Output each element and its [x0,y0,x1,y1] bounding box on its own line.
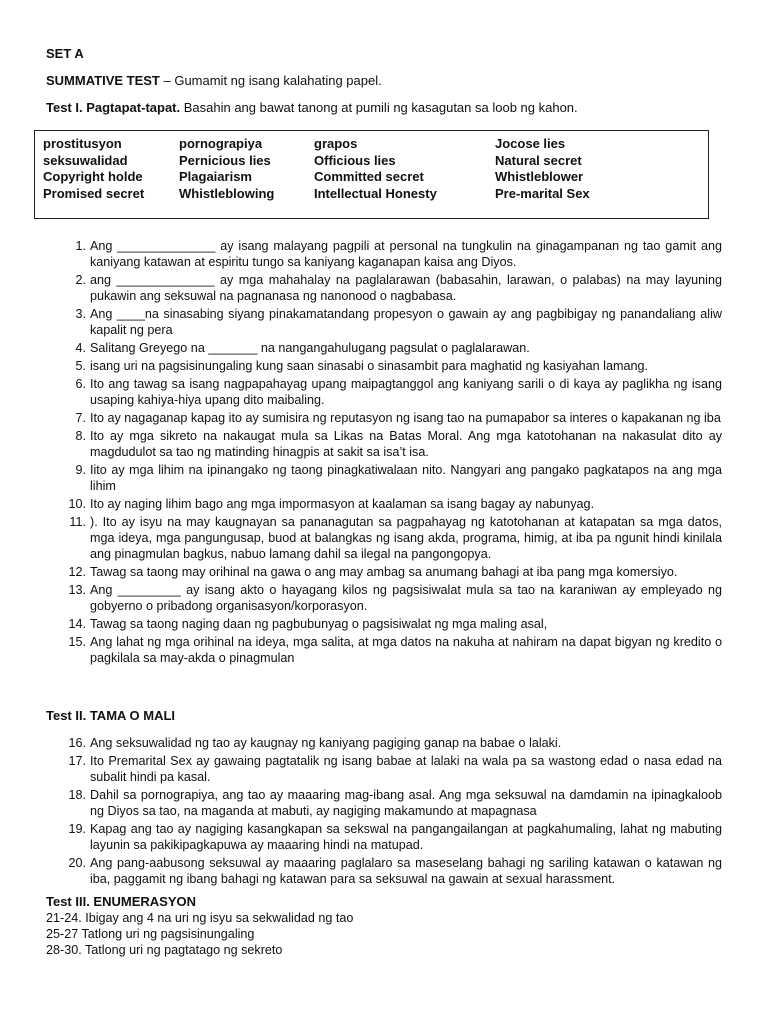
enumeration-item: 21-24. Ibigay ang 4 na uri ng isyu sa sekwalidad ng tao [46,911,354,925]
enumeration-list [46,910,353,958]
question-text: Ito ang tawag sa isang nagpapahayag upang maipagtanggol ang kaniyang sarili o di kaya ay paglikha ng isang usaping kahiya-hiya upang dito maibaling. [90,377,722,407]
test2-question-list [62,735,722,889]
enumeration-item: 28-30. Tatlong uri ng pagtatago ng sekreto [46,943,283,957]
question-text: Ang pang-aabusong seksuwal ay maaaring paglalaro sa maseselang bahagi ng sariling katawan o katawan ng iba, paggamit ng ibang bahagi ng katawan para sa seksuwal na gawain at sexual harassment. [90,856,722,886]
question-item [62,634,722,666]
question-item [62,514,722,562]
question-number: 5. [75,359,86,373]
test3-heading: Test III. ENUMERASYON [46,894,197,909]
question-text: Tawag sa taong may orihinal na gawa o ang may ambag sa anumang bahagi at iba pang mga komersiyo. [90,565,678,579]
question-text: Salitang Greyego na _______ na nangangahulugang pagsulat o paglalarawan. [90,341,530,355]
choice-item: Jocose lies [495,136,566,151]
question-number: 6. [75,377,86,391]
choice-item: Committed secret [314,169,424,184]
test1-label: Test I. Pagtapat-tapat. [46,100,181,115]
summative-line [46,73,382,88]
question-number: 14. [68,617,86,631]
question-number: 13. [68,583,86,597]
question-item [62,306,722,338]
choices-column-4 [495,136,590,202]
question-number: 10. [68,497,86,511]
question-text: Ito ay nagaganap kapag ito ay sumisira ng reputasyon ng isang tao na pumapabor sa interes o kapakanan ng iba [90,411,721,425]
choice-item: grapos [314,136,358,151]
question-number: 4. [75,341,86,355]
choice-item: Whistleblowing [179,185,275,201]
question-item [62,564,722,580]
choices-column-2 [179,136,274,202]
choice-item: Promised secret [43,185,145,201]
question-item [62,428,722,460]
question-number: 12. [68,565,86,579]
choice-item: Pernicious lies [179,152,271,168]
question-text: ang ______________ ay mga mahahalay na paglalarawan (babasahin, larawan, o palabas) na may layuning pukawin ang seksuwal na pagnanasa ng nanonood o nagbabasa. [90,273,722,303]
question-text: isang uri na pagsisinungaling kung saan sinasabi o sinasambit para maghatid ng kasiyahan lamang. [90,359,648,373]
choice-item: Whistleblower [495,169,584,184]
question-item [62,376,722,408]
choices-column-1 [43,136,144,202]
summative-label: SUMMATIVE TEST [46,73,160,88]
question-number: 1. [75,239,86,253]
question-item [62,787,722,819]
question-item [62,616,722,632]
question-number: 2. [75,273,86,287]
test1-heading [46,100,578,115]
question-text: Ang lahat ng mga orihinal na ideya, mga salita, at mga datos na nakuha at nahiram na dapat bigyan ng kredito o pagkilala sa may-akda o pinagmulan [90,635,722,665]
question-item [62,238,722,270]
question-item [62,272,722,304]
question-item [62,735,722,751]
choice-item: Copyright holde [43,169,143,184]
question-text: Tawag sa taong naging daan ng pagbubunyag o pagsisiwalat ng mga maling asal, [90,617,548,631]
question-number: 19. [68,822,86,836]
question-item [62,821,722,853]
summative-instructions: – Gumamit ng isang kalahating papel. [159,73,382,88]
question-number: 3. [75,307,86,321]
choice-item: pornograpiya [179,136,263,151]
test1-question-list [62,238,722,668]
question-item [62,358,722,374]
question-item [62,855,722,887]
choice-item: seksuwalidad [43,152,128,168]
question-item [62,462,722,494]
question-text: Ito ay mga sikreto na nakaugat mula sa Likas na Batas Moral. Ang mga katotohanan na nakasulat dito ay magdudulot sa tao ng matinding hinagpis at sakit sa isa’t isa. [90,429,722,459]
question-text: Dahil sa pornograpiya, ang tao ay maaaring mag-ibang asal. Ang mga seksuwal na damdamin na ipinagkaloob ng Diyos sa tao, na maganda at mabuti, ay nagiging makamundo at mapagnasa [90,788,722,818]
question-number: 8. [75,429,86,443]
question-text: Kapag ang tao ay nagiging kasangkapan sa sekswal na pangangailangan at pagkahumaling, lahat ng mabuting layunin sa pakikipagkapuwa ay maaaring hindi na matupad. [90,822,722,852]
question-item [62,496,722,512]
choices-column-3 [314,136,437,202]
question-text: Ang ______________ ay isang malayang pagpili at personal na tungkulin na ginagampanan ng tao gamit ang kaniyang katawan at espiritu tungo sa kaniyang kaganapan kaisa ang Diyos. [90,239,722,269]
question-number: 11. [69,515,86,529]
question-text: Ang _________ ay isang akto o hayagang kilos ng pagsisiwalat mula sa tao na karaniwan ay empleyado ng gobyerno o pribadong organisasyon/korporasyon. [90,583,722,613]
question-number: 15. [68,635,86,649]
test1-instructions: Basahin ang bawat tanong at pumili ng kasagutan sa loob ng kahon. [180,100,578,115]
question-text: Ang seksuwalidad ng tao ay kaugnay ng kaniyang pagiging ganap na babae o lalaki. [90,736,562,750]
enumeration-item: 25-27 Tatlong uri ng pagsisinungaling [46,927,255,941]
choice-item: Pre-marital Sex [495,185,590,201]
question-item [62,410,722,426]
question-number: 20. [68,856,86,870]
set-label: SET A [46,46,84,61]
question-number: 16. [68,736,86,750]
question-number: 18. [68,788,86,802]
question-number: 17. [68,754,86,768]
choice-item: Intellectual Honesty [314,185,437,201]
choices-box [34,130,709,219]
question-number: 7. [75,411,86,425]
test2-heading: Test II. TAMA O MALI [46,708,176,723]
question-text: Ito Premarital Sex ay gawaing pagtatalik ng isang babae at lalaki na wala pa sa wastong edad o nasa edad na subalit hindi pa kasal. [90,754,722,784]
question-item [62,340,722,356]
question-text: Ang ____na sinasabing siyang pinakamatandang propesyon o gawain ay ang pagbibigay ng panandaliang aliw kapalit ng pera [90,307,722,337]
choice-item: Natural secret [495,152,582,168]
question-item [62,582,722,614]
question-text: ). Ito ay isyu na may kaugnayan sa pananagutan sa pagpahayag ng katotohanan at katapatan sa mga datos, mga ideya, mga pangungusap, buod at balangkas ng isang akda, programa, himig, at iba pa ngunit hindi kinilala ang pinagmulan bagkus, nabuo lamang dahil sa ilegal na pangongopya. [90,515,722,561]
choice-item: prostitusyon [43,136,122,151]
question-number: 9. [75,463,86,477]
choice-item: Officious lies [314,152,396,168]
question-item [62,753,722,785]
question-text: Iito ay mga lihim na ipinangako ng taong pinagkatiwalaan nito. Nangyari ang pangako pagkatapos na ang mga lihim [90,463,722,493]
question-text: Ito ay naging lihim bago ang mga impormasyon at kaalaman sa isang bagay ay nabunyag. [90,497,595,511]
choice-item: Plagaiarism [179,169,252,184]
